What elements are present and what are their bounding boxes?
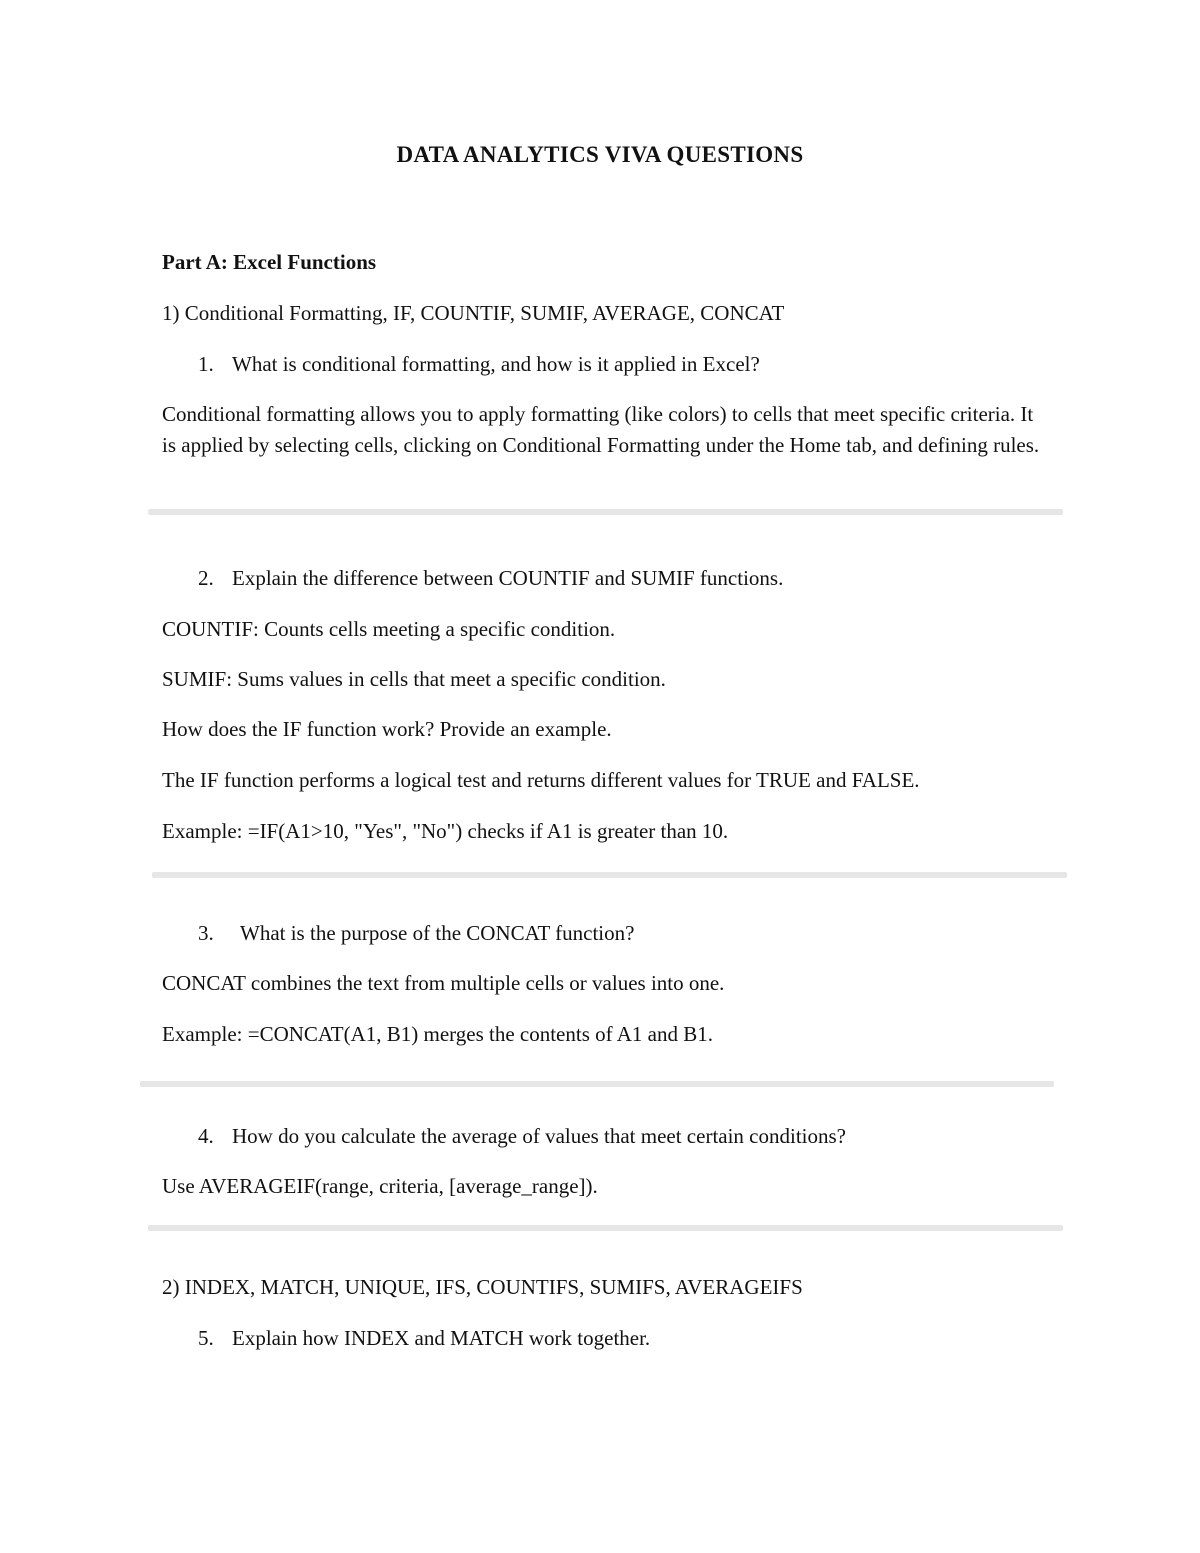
answer-2-countif: COUNTIF: Counts cells meeting a specific condition. bbox=[162, 617, 616, 641]
question-text: Explain how INDEX and MATCH work together. bbox=[232, 1326, 651, 1350]
question-text: Explain the difference between COUNTIF and SUMIF functions. bbox=[232, 566, 784, 590]
question-text: What is the purpose of the CONCAT function? bbox=[240, 921, 635, 945]
question-4 bbox=[198, 1121, 846, 1152]
document-title: DATA ANALYTICS VIVA QUESTIONS bbox=[396, 142, 804, 167]
if-function-answer: The IF function performs a logical test and returns different values for TRUE and FALSE. bbox=[162, 768, 920, 792]
part-a-heading: Part A: Excel Functions bbox=[162, 250, 377, 274]
if-function-example: Example: =IF(A1>10, "Yes", "No") checks if A1 is greater than 10. bbox=[162, 819, 729, 843]
question-3 bbox=[198, 918, 634, 949]
section-1-heading: 1) Conditional Formatting, IF, COUNTIF, SUMIF, AVERAGE, CONCAT bbox=[162, 301, 785, 325]
if-function-question: How does the IF function work? Provide an example. bbox=[162, 717, 612, 741]
answer-4: Use AVERAGEIF(range, criteria, [average_range]). bbox=[162, 1174, 598, 1198]
question-number: 5. bbox=[198, 1326, 214, 1350]
concat-example: Example: =CONCAT(A1, B1) merges the contents of A1 and B1. bbox=[162, 1022, 713, 1046]
divider bbox=[140, 1081, 1054, 1087]
answer-3: CONCAT combines the text from multiple cells or values into one. bbox=[162, 971, 725, 995]
question-number: 2. bbox=[198, 566, 214, 590]
question-number: 4. bbox=[198, 1124, 214, 1148]
question-number: 3. bbox=[198, 921, 214, 945]
section-2-heading: 2) INDEX, MATCH, UNIQUE, IFS, COUNTIFS, SUMIFS, AVERAGEIFS bbox=[162, 1275, 803, 1299]
answer-2-sumif: SUMIF: Sums values in cells that meet a specific condition. bbox=[162, 667, 666, 691]
divider bbox=[148, 509, 1063, 515]
question-text: How do you calculate the average of values that meet certain conditions? bbox=[232, 1124, 847, 1148]
question-5 bbox=[198, 1323, 650, 1354]
question-1 bbox=[198, 349, 760, 380]
question-number: 1. bbox=[198, 352, 214, 376]
divider bbox=[152, 872, 1067, 878]
answer-1: Conditional formatting allows you to apply formatting (like colors) to cells that meet specific criteria. It is applied by selecting cells, clicking on Conditional Formatting under the Home tab, and defining rules. bbox=[162, 402, 1040, 457]
divider bbox=[148, 1225, 1063, 1231]
question-2 bbox=[198, 563, 783, 594]
question-text: What is conditional formatting, and how is it applied in Excel? bbox=[232, 352, 760, 376]
